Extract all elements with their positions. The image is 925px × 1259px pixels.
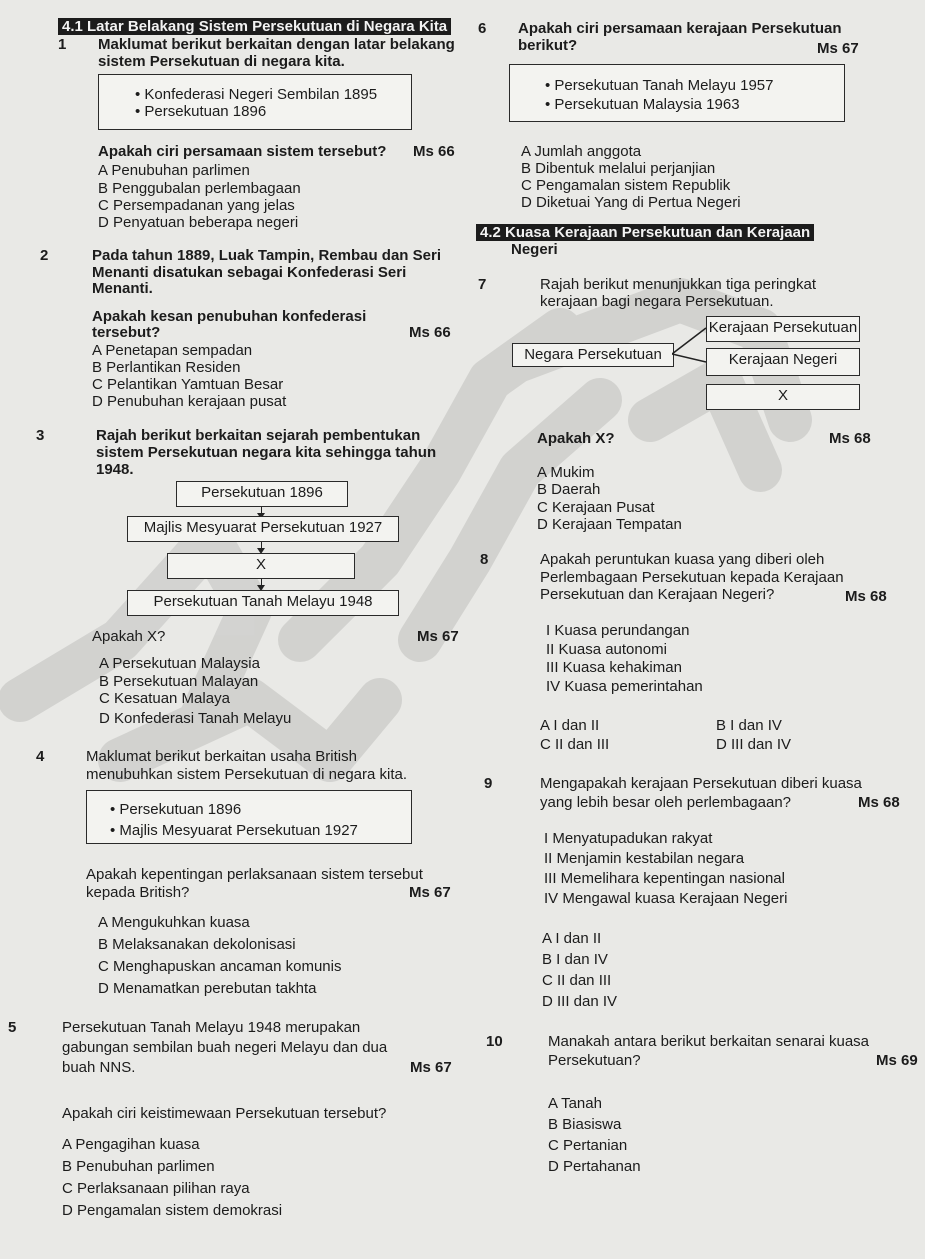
statement-iii: III Memelihara kepentingan nasional bbox=[544, 870, 785, 887]
section-heading-4-1: 4.1 Latar Belakang Sistem Persekutuan di Negara Kita bbox=[58, 18, 451, 35]
statement-iv: IV Kuasa pemerintahan bbox=[546, 678, 703, 695]
option-d[interactable]: D Menamatkan perebutan takhta bbox=[98, 980, 317, 997]
question-stem: Persekutuan dan Kerajaan Negeri? bbox=[540, 586, 775, 603]
page-reference: Ms 66 bbox=[413, 143, 455, 160]
question-number: 5 bbox=[8, 1019, 17, 1036]
question-number: 7 bbox=[478, 276, 487, 293]
question-number: 2 bbox=[40, 247, 49, 264]
page-reference: Ms 69 bbox=[876, 1052, 918, 1069]
question-stem: kerajaan bagi negara Persekutuan. bbox=[540, 293, 774, 310]
option-c[interactable]: C II dan III bbox=[540, 736, 610, 753]
diagram-left-box: Negara Persekutuan bbox=[512, 343, 674, 367]
question-stem: Maklumat berikut berkaitan usaha British bbox=[86, 748, 357, 765]
option-c[interactable]: C Pengamalan sistem Republik bbox=[521, 177, 731, 194]
info-item: • Persekutuan 1896 bbox=[135, 103, 267, 120]
diagram-connector bbox=[672, 320, 708, 400]
statement-ii: II Kuasa autonomi bbox=[546, 641, 667, 658]
question-stem: Manakah antara berikut berkaitan senarai kuasa bbox=[548, 1033, 870, 1050]
option-d[interactable]: D III dan IV bbox=[716, 736, 792, 753]
option-b[interactable]: B Penggubalan perlembagaan bbox=[98, 180, 301, 197]
statement-i: I Menyatupadukan rakyat bbox=[544, 830, 713, 847]
flow-arrow bbox=[261, 579, 262, 589]
option-d[interactable]: D Konfederasi Tanah Melayu bbox=[99, 710, 292, 727]
question-prompt: tersebut? bbox=[92, 324, 161, 341]
question-stem: Apakah ciri persamaan kerajaan Persekutuan bbox=[518, 20, 842, 37]
page-reference: Ms 68 bbox=[845, 588, 887, 605]
option-a[interactable]: A Penetapan sempadan bbox=[92, 342, 253, 359]
question-stem: Persekutuan? bbox=[548, 1052, 641, 1069]
question-prompt: Apakah ciri keistimewaan Persekutuan tersebut? bbox=[62, 1105, 387, 1122]
question-number: 3 bbox=[36, 427, 45, 444]
option-b[interactable]: B Biasiswa bbox=[548, 1116, 622, 1133]
question-stem: Perlembagaan Persekutuan kepada Kerajaan bbox=[540, 569, 844, 586]
option-d[interactable]: D Kerajaan Tempatan bbox=[537, 516, 682, 533]
question-prompt: Apakah kesan penubuhan konfederasi bbox=[92, 308, 367, 325]
option-b[interactable]: B Persekutuan Malayan bbox=[99, 673, 259, 690]
option-c[interactable]: C Menghapuskan ancaman komunis bbox=[98, 958, 342, 975]
diagram-level-2: Kerajaan Negeri bbox=[706, 348, 860, 376]
page-reference: Ms 67 bbox=[410, 1059, 452, 1076]
statement-iv: IV Mengawal kuasa Kerajaan Negeri bbox=[544, 890, 788, 907]
option-b[interactable]: B Daerah bbox=[537, 481, 601, 498]
option-b[interactable]: B Melaksanakan dekolonisasi bbox=[98, 936, 296, 953]
question-stem: sistem Persekutuan negara kita sehingga tahun bbox=[96, 444, 437, 461]
option-c[interactable]: C Pelantikan Yamtuan Besar bbox=[92, 376, 284, 393]
flow-step-x: X bbox=[167, 553, 355, 579]
option-d[interactable]: D Pengamalan sistem demokrasi bbox=[62, 1202, 283, 1219]
flow-step-1: Persekutuan 1896 bbox=[176, 481, 348, 507]
option-d[interactable]: D III dan IV bbox=[542, 993, 618, 1010]
question-stem: Pada tahun 1889, Luak Tampin, Rembau dan Seri bbox=[92, 247, 441, 264]
option-c[interactable]: C Perlaksanaan pilihan raya bbox=[62, 1180, 250, 1197]
question-number: 6 bbox=[478, 20, 487, 37]
option-b[interactable]: B Perlantikan Residen bbox=[92, 359, 241, 376]
question-stem: Maklumat berikut berkaitan dengan latar belakang bbox=[98, 36, 455, 53]
option-a[interactable]: A Pengagihan kuasa bbox=[62, 1136, 200, 1153]
diagram-level-1: Kerajaan Persekutuan bbox=[706, 316, 860, 342]
page-reference: Ms 68 bbox=[829, 430, 871, 447]
section-heading-4-2-cont: Negeri bbox=[511, 241, 558, 258]
question-number: 4 bbox=[36, 748, 45, 765]
option-a[interactable]: A I dan II bbox=[542, 930, 602, 947]
statement-ii: II Menjamin kestabilan negara bbox=[544, 850, 745, 867]
question-stem: buah NNS. bbox=[62, 1059, 136, 1076]
option-c[interactable]: C Kerajaan Pusat bbox=[537, 499, 655, 516]
flow-arrow bbox=[261, 542, 262, 552]
diagram-level-x: X bbox=[706, 384, 860, 410]
question-stem: yang lebih besar oleh perlembagaan? bbox=[540, 794, 792, 811]
page-reference: Ms 66 bbox=[409, 324, 451, 341]
option-d[interactable]: D Pertahanan bbox=[548, 1158, 641, 1175]
option-b[interactable]: B I dan IV bbox=[716, 717, 782, 734]
question-stem: Rajah berikut menunjukkan tiga peringkat bbox=[540, 276, 816, 293]
option-a[interactable]: A Mukim bbox=[537, 464, 595, 481]
question-stem: Rajah berikut berkaitan sejarah pembentukan bbox=[96, 427, 421, 444]
info-item: • Konfederasi Negeri Sembilan 1895 bbox=[135, 86, 378, 103]
option-c[interactable]: C Persempadanan yang jelas bbox=[98, 197, 295, 214]
info-item: • Persekutuan 1896 bbox=[110, 801, 242, 818]
option-d[interactable]: D Diketuai Yang di Pertua Negeri bbox=[521, 194, 741, 211]
flow-step-2: Majlis Mesyuarat Persekutuan 1927 bbox=[127, 516, 399, 542]
option-a[interactable]: A Persekutuan Malaysia bbox=[99, 655, 260, 672]
option-c[interactable]: C II dan III bbox=[542, 972, 612, 989]
question-stem: 1948. bbox=[96, 461, 134, 478]
question-prompt: Apakah X? bbox=[92, 628, 166, 645]
option-b[interactable]: B Dibentuk melalui perjanjian bbox=[521, 160, 716, 177]
question-stem: Menanti. bbox=[92, 280, 153, 297]
option-b[interactable]: B I dan IV bbox=[542, 951, 608, 968]
option-c[interactable]: C Kesatuan Malaya bbox=[99, 690, 230, 707]
option-d[interactable]: D Penubuhan kerajaan pusat bbox=[92, 393, 287, 410]
info-item: • Persekutuan Tanah Melayu 1957 bbox=[545, 77, 774, 94]
question-stem: berikut? bbox=[518, 37, 578, 54]
question-stem: Apakah peruntukan kuasa yang diberi oleh bbox=[540, 551, 825, 568]
option-a[interactable]: A Mengukuhkan kuasa bbox=[98, 914, 250, 931]
question-number: 1 bbox=[58, 36, 67, 53]
option-b[interactable]: B Penubuhan parlimen bbox=[62, 1158, 215, 1175]
page-reference: Ms 68 bbox=[858, 794, 900, 811]
question-prompt: Apakah X? bbox=[537, 430, 615, 447]
option-a[interactable]: A Jumlah anggota bbox=[521, 143, 642, 160]
question-prompt: Apakah ciri persamaan sistem tersebut? bbox=[98, 143, 387, 160]
question-stem: gabungan sembilan buah negeri Melayu dan dua bbox=[62, 1039, 388, 1056]
question-stem: Menanti disatukan sebagai Konfederasi Seri bbox=[92, 264, 407, 281]
info-item: • Majlis Mesyuarat Persekutuan 1927 bbox=[110, 822, 358, 839]
option-a[interactable]: A Penubuhan parlimen bbox=[98, 162, 250, 179]
page-reference: Ms 67 bbox=[417, 628, 459, 645]
statement-i: I Kuasa perundangan bbox=[546, 622, 690, 639]
option-c[interactable]: C Pertanian bbox=[548, 1137, 628, 1154]
question-number: 9 bbox=[484, 775, 493, 792]
question-number: 10 bbox=[486, 1033, 503, 1050]
option-d[interactable]: D Penyatuan beberapa negeri bbox=[98, 214, 299, 231]
question-stem: menubuhkan sistem Persekutuan di negara kita. bbox=[86, 766, 408, 783]
question-stem: sistem Persekutuan di negara kita. bbox=[98, 53, 345, 70]
question-stem: Mengapakah kerajaan Persekutuan diberi kuasa bbox=[540, 775, 862, 792]
page-reference: Ms 67 bbox=[817, 40, 859, 57]
question-number: 8 bbox=[480, 551, 489, 568]
flow-step-4: Persekutuan Tanah Melayu 1948 bbox=[127, 590, 399, 616]
option-a[interactable]: A Tanah bbox=[548, 1095, 602, 1112]
page-reference: Ms 67 bbox=[409, 884, 451, 901]
question-prompt: kepada British? bbox=[86, 884, 190, 901]
question-stem: Persekutuan Tanah Melayu 1948 merupakan bbox=[62, 1019, 361, 1036]
option-a[interactable]: A I dan II bbox=[540, 717, 600, 734]
question-prompt: Apakah kepentingan perlaksanaan sistem tersebut bbox=[86, 866, 423, 883]
section-heading-4-2: 4.2 Kuasa Kerajaan Persekutuan dan Kerajaan bbox=[476, 224, 814, 241]
statement-iii: III Kuasa kehakiman bbox=[546, 659, 682, 676]
info-item: • Persekutuan Malaysia 1963 bbox=[545, 96, 740, 113]
